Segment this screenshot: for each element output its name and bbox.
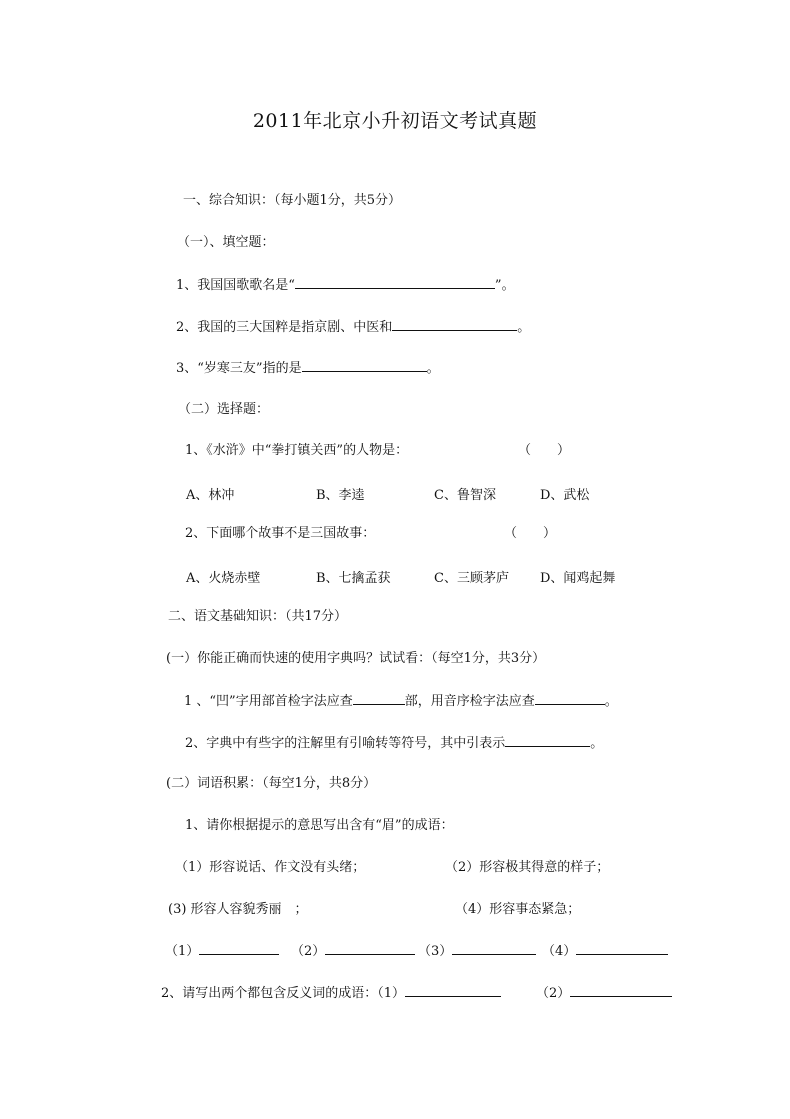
- section1-part2-heading: （二）选择题：: [178, 402, 270, 417]
- section1-part1-heading: （一）、填空题：: [177, 235, 275, 250]
- option-a[interactable]: A、林冲: [186, 488, 235, 503]
- page-title: 2011年北京小升初语文考试真题: [252, 110, 538, 132]
- answer-blank[interactable]: [199, 941, 279, 955]
- question-dictionary-lookup: [184, 691, 618, 712]
- hint-item: （1）形容说话、作文没有头绪；: [175, 860, 366, 875]
- question-dictionary-symbols: [185, 733, 603, 754]
- option-b[interactable]: B、李逵: [316, 488, 365, 503]
- section2-heading: 二、语文基础知识：（共17分）: [168, 609, 348, 624]
- answer-blank[interactable]: [325, 941, 415, 955]
- question-three-friends: [176, 358, 440, 379]
- answer-label: （3）: [418, 944, 453, 959]
- answer-blank[interactable]: [302, 358, 427, 372]
- question-text: 3、“岁寒三友”指的是: [176, 361, 302, 376]
- question-text: 2、我国的三大国粹是指京剧、中医和: [176, 320, 393, 335]
- answer-label: （2）: [536, 986, 571, 1001]
- question-text: 2、请写出两个都包含反义词的成语：（1）: [161, 986, 406, 1001]
- answer-parentheses[interactable]: （ ）: [504, 526, 557, 541]
- answer-blank[interactable]: [505, 733, 590, 747]
- answer-blank[interactable]: [295, 275, 495, 289]
- answer-blank[interactable]: [576, 941, 668, 955]
- question-text: 2、字典中有些字的注解里有引喻转等符号，其中引表示: [185, 736, 506, 751]
- answer-label: （4）: [542, 944, 577, 959]
- question-text: 1、我国国歌歌名是“: [176, 278, 295, 293]
- answer-label: （2）: [291, 944, 326, 959]
- answer-blank[interactable]: [405, 983, 501, 997]
- answer-blank[interactable]: [392, 317, 517, 331]
- question-text: 。: [604, 694, 618, 709]
- answer-blank[interactable]: [535, 691, 605, 705]
- option-b[interactable]: B、七擒孟获: [316, 571, 391, 586]
- question-anthem: [176, 275, 515, 296]
- hint-item: （4）形容事态紧急；: [455, 902, 581, 917]
- question-antonym-idioms: [161, 983, 501, 1004]
- answer-blank[interactable]: [570, 983, 672, 997]
- question-quintessence: [176, 317, 530, 338]
- hint-item: （2）形容极其得意的样子；: [445, 860, 610, 875]
- question-text: 部，用音序检字法应查: [404, 694, 535, 709]
- section2-part1-heading: (一）你能正确而快速的使用字典吗？试试看：（每空1分，共3分）: [166, 651, 546, 666]
- answer-row: [536, 983, 672, 1004]
- question-text: 。: [590, 736, 604, 751]
- question-text: 1 、“凹”字用部首检字法应查: [184, 694, 353, 709]
- answer-row: [418, 941, 536, 962]
- answer-label: （1）: [165, 944, 200, 959]
- question-text: 。: [426, 361, 440, 376]
- answer-row: [291, 941, 415, 962]
- question-eyebrow-idioms: 1、请你根据提示的意思写出含有“眉”的成语：: [185, 818, 454, 833]
- answer-row: [165, 941, 279, 962]
- answer-blank[interactable]: [452, 941, 536, 955]
- question-water-margin: 1、《水浒》中“拳打镇关西”的人物是：: [185, 443, 409, 458]
- option-d[interactable]: D、闻鸡起舞: [540, 571, 616, 586]
- answer-blank[interactable]: [353, 691, 405, 705]
- option-a[interactable]: A、火烧赤壁: [186, 571, 261, 586]
- hint-item: (3) 形容人容貌秀丽 ；: [168, 902, 308, 917]
- option-c[interactable]: C、鲁智深: [434, 488, 496, 503]
- section2-part2-heading: (二）词语积累：（每空1分，共8分）: [166, 776, 377, 791]
- section1-heading: 一、综合知识：（每小题1分，共5分）: [183, 193, 402, 208]
- question-text: ”。: [494, 278, 515, 293]
- answer-parentheses[interactable]: （ ）: [518, 443, 571, 458]
- answer-row: [542, 941, 668, 962]
- option-d[interactable]: D、武松: [540, 488, 590, 503]
- option-c[interactable]: C、三顾茅庐: [434, 571, 509, 586]
- question-text: 。: [517, 320, 531, 335]
- question-three-kingdoms: 2、下面哪个故事不是三国故事：: [185, 526, 376, 541]
